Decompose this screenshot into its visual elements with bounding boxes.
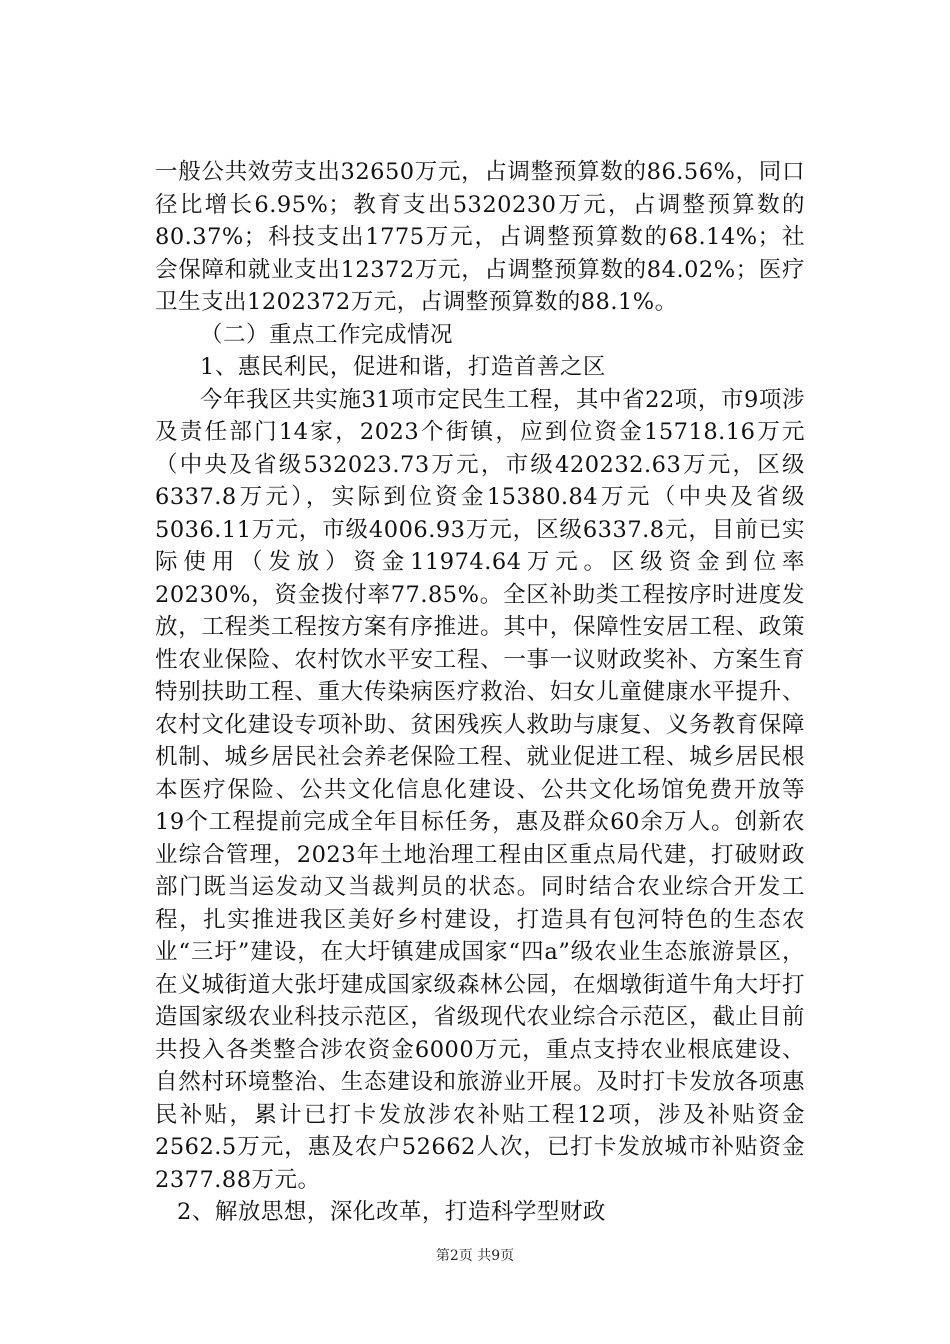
section-heading: （二）重点工作完成情况 — [200, 321, 454, 348]
page-number-footer: 第2页 共9页 — [435, 1248, 515, 1264]
main-paragraph: 今年我区共实施31项市定民生工程，其中省22项，市9项涉及责任部门14家，2023个街镇，应到位资金15718.16万元（中央及省级532023.73万元，市级420232.63万元，区级6337.8万元），实际到位资金15380.84万元（中央及省级5036.11万元，市级4006.93万元，区级6337.8元，目前已实际使用（发放）资金11974.64万元。区级资金到位率20230%，资金拨付率77.85%。全区补助类工程按序时进度发放，工程类工程按方案有序推进。其中，保障性安居工程、政策性农业保险、农村饮水平安工程、一事一议财政奖补、方案生育特别扶助工程、重大传染病医疗救治、妇女儿童健康水平提升、农村文化建设专项补助、贫困残疾人救助与康复、义务教育保障机制、城乡居民社会养老保险工程、就业促进工程、城乡居民根本医疗保险、公共文化信息化建设、公共文化场馆免费开放等19个工程提前完成全年目标任务，惠及群众60余万人。创新农业综合管理，2023年土地治理工程由区重点局代建，打破财政部门既当运发动又当裁判员的状态。同时结合农业综合开发工程，扎实推进我区美好乡村建设，打造具有包河特色的生态农业“三圩”建设，在大圩镇建成国家“四a”级农业生态旅游景区，在义城街道大张圩建成国家级森林公园，在烟墩街道牛角大圩打造国家级农业科技示范区，省级现代农业综合示范区，截止目前共投入各类整合涉农资金6000万元，重点支持农业根底建设、自然村环境整治、生态建设和旅游业开展。及时打卡发放各项惠民补贴，累计已打卡发放涉农补贴工程12项，涉及补贴资金2562.5万元，惠及农户52662人次，已打卡发放城市补贴资金2377.88万元。 — [155, 386, 805, 1193]
document-body — [155, 156, 805, 1229]
subheading-1: 1、惠民利民，促进和谐，打造首善之区 — [200, 354, 606, 380]
budget-paragraph: 一般公共效劳支出32650万元，占调整预算数的86.56%，同口径比增长6.95%；教育支出5320230万元，占调整预算数的80.37%；科技支出1775万元，占调整预算数的68.14%；社会保障和就业支出12372万元，占调整预算数的84.02%；医疗卫生支出1202372万元，占调整预算数的88.1%。 — [155, 159, 805, 315]
subheading-2: 2、解放思想，深化改革，打造科学型财政 — [177, 1199, 606, 1225]
